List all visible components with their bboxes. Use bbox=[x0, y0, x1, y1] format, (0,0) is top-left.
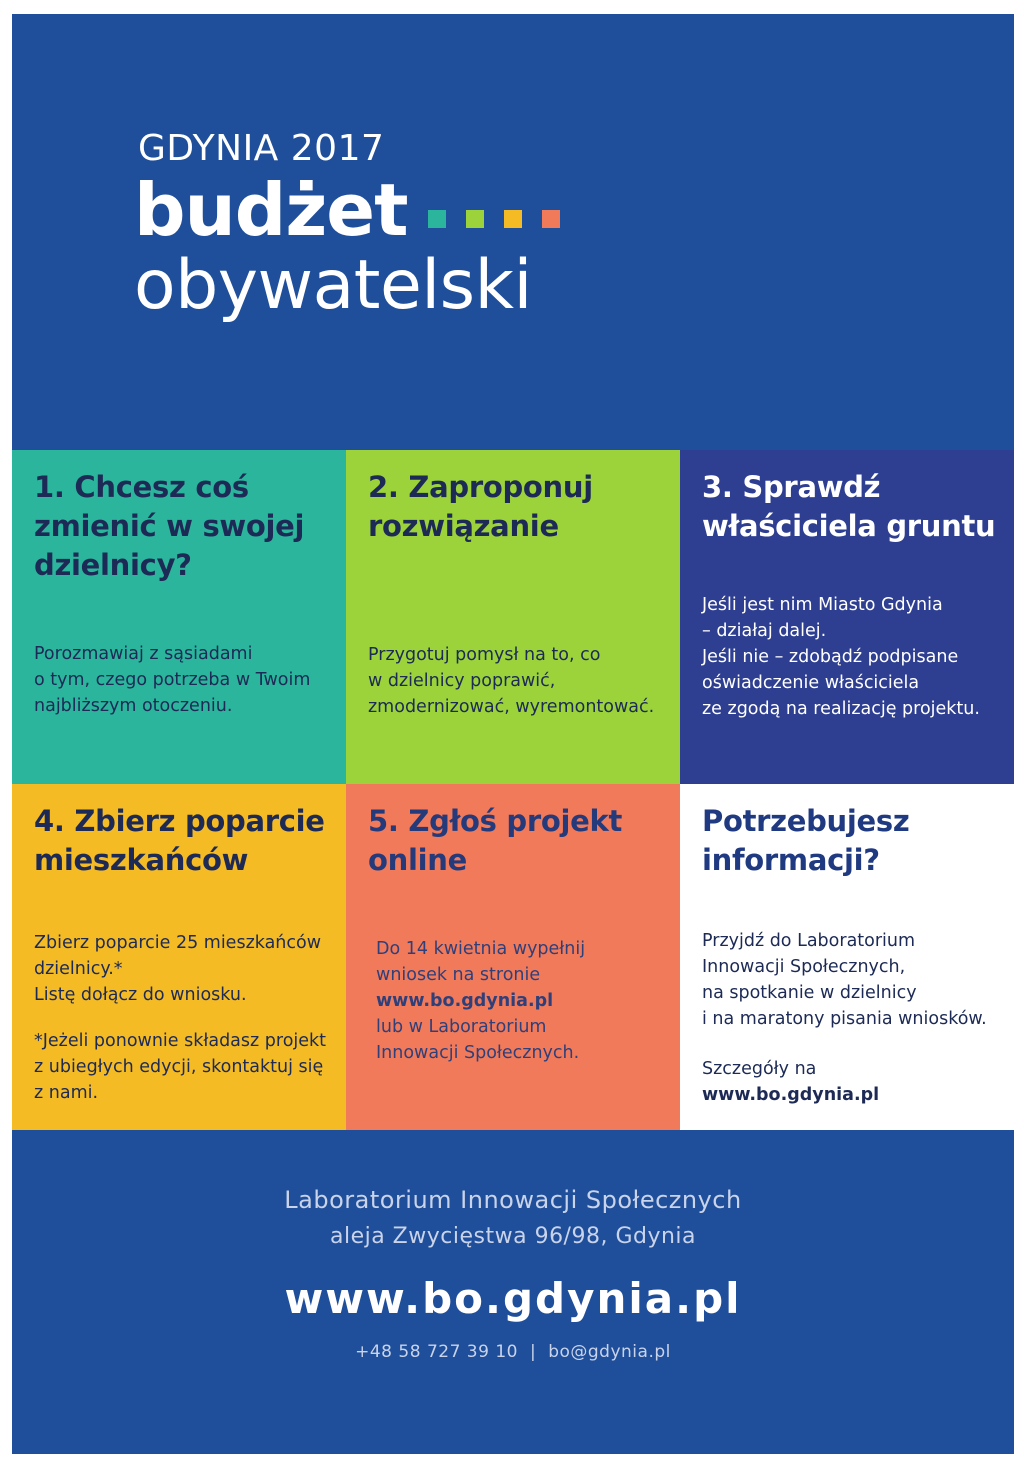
info-title: Potrzebujesz informacji? bbox=[702, 804, 910, 877]
title-budget: budżet bbox=[134, 168, 408, 252]
square-coral bbox=[542, 210, 560, 228]
square-teal bbox=[428, 210, 446, 228]
contact-line bbox=[12, 1342, 1014, 1362]
info-card bbox=[680, 784, 1014, 1130]
contact-separator: | bbox=[529, 1342, 537, 1362]
steps-grid bbox=[12, 450, 1014, 1130]
step-3-text: Jeśli jest nim Miasto Gdynia – działaj dalej. Jeśli nie – zdobądź podpisane oświadczenie właściciela ze zgodą na realizację projektu. bbox=[702, 595, 980, 719]
square-green bbox=[466, 210, 484, 228]
title-civic: obywatelski bbox=[134, 246, 532, 325]
step-4-card bbox=[12, 784, 346, 1130]
poster-header bbox=[12, 14, 1014, 450]
email-address[interactable]: bo@gdynia.pl bbox=[548, 1342, 671, 1362]
organization-address: aleja Zwycięstwa 96/98, Gdynia bbox=[329, 1224, 697, 1249]
info-details-prefix: Szczegóły na bbox=[702, 1059, 817, 1079]
step-1-card bbox=[12, 450, 346, 784]
step-4-title: 4. Zbierz poparcie mieszkańców bbox=[34, 804, 325, 877]
step-3-title: 3. Sprawdź właściciela gruntu bbox=[702, 470, 996, 543]
step-1-title: 1. Chcesz coś zmienić w swojej dzielnicy? bbox=[34, 470, 305, 582]
step-2-title: 2. Zaproponuj rozwiązanie bbox=[368, 470, 593, 543]
info-details bbox=[702, 1056, 996, 1108]
step-5-text bbox=[368, 936, 662, 1066]
step-4-footnote: *Jeżeli ponownie składasz projekt z ubiegłych edycji, skontaktuj się z nami. bbox=[34, 1031, 327, 1103]
organization-name: Laboratorium Innowacji Społecznych bbox=[284, 1186, 742, 1214]
step-4-text: Zbierz poparcie 25 mieszkańców dzielnicy.* Listę dołącz do wniosku. bbox=[34, 933, 322, 1005]
step-5-website-link[interactable]: www.bo.gdynia.pl bbox=[376, 991, 554, 1011]
step-5-title: 5. Zgłoś projekt online bbox=[368, 804, 623, 877]
website-link[interactable]: www.bo.gdynia.pl bbox=[284, 1274, 742, 1323]
step-2-text: Przygotuj pomysł na to, co w dzielnicy poprawić, zmodernizować, wyremontować. bbox=[368, 645, 655, 717]
info-website-link[interactable]: www.bo.gdynia.pl bbox=[702, 1085, 880, 1105]
step-5-text-suffix: lub w Laboratorium Innowacji Społecznych. bbox=[376, 1017, 580, 1063]
poster bbox=[12, 14, 1014, 1454]
info-text: Przyjdź do Laboratorium Innowacji Społecznych, na spotkanie w dzielnicy i na maratony pisania wniosków. bbox=[702, 931, 987, 1029]
color-squares bbox=[428, 210, 560, 228]
step-3-card bbox=[680, 450, 1014, 784]
phone-number[interactable]: +48 58 727 39 10 bbox=[355, 1342, 518, 1362]
step-2-card bbox=[346, 450, 680, 784]
poster-footer bbox=[12, 1130, 1014, 1454]
step-5-text-prefix: Do 14 kwietnia wypełnij wniosek na stronie bbox=[376, 939, 586, 985]
edition-label: GDYNIA 2017 bbox=[138, 128, 385, 169]
square-yellow bbox=[504, 210, 522, 228]
step-5-card bbox=[346, 784, 680, 1130]
step-1-text: Porozmawiaj z sąsiadami o tym, czego potrzeba w Twoim najbliższym otoczeniu. bbox=[34, 644, 311, 716]
